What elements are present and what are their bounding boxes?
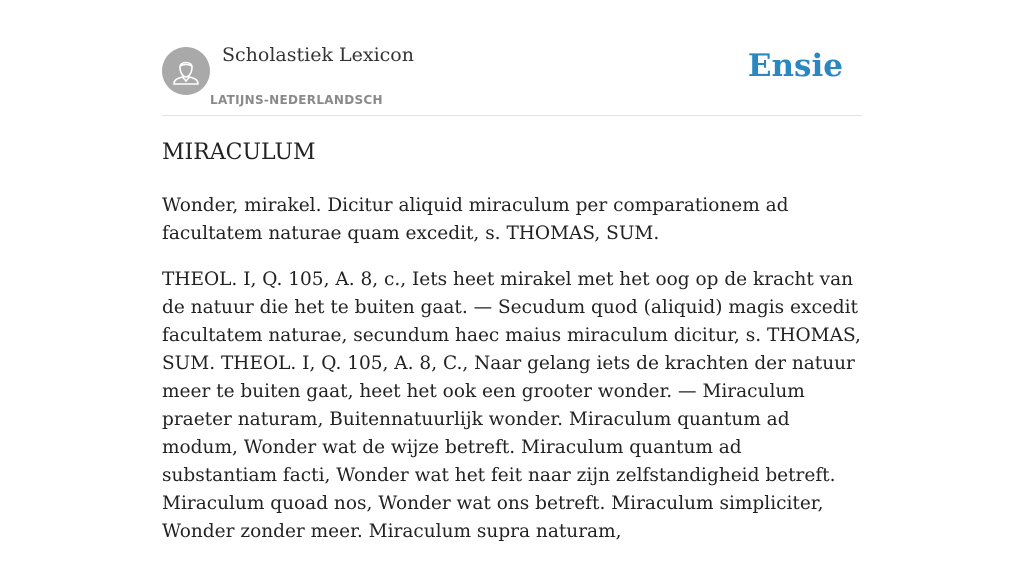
entry-paragraph: THEOL. I, Q. 105, A. 8, c., Iets heet mirakel met het oog op de kracht van de natuur die het te buiten gaat. — Secudum quod (aliquid) magis excedit facultatem naturae, secundum haec maius miraculum dicitur, s. THOMAS, SUM. THEOL. I, Q. 105, A. 8, C., Naar gelang iets de krachten der natuur meer te buiten gaat, heet het ook een grooter wonder. — Miraculum praeter naturam, Buitennatuurlijk wonder. Miraculum quantum ad modum, Wonder wat de wijze betreft. Miraculum quantum ad substantiam facti, Wonder wat het feit naar zijn zelfstandigheid betreft. Miraculum quoad nos, Wonder wat ons betreft. Miraculum simpliciter, Wonder zonder meer. Miraculum supra naturam, <box>162 269 861 542</box>
ensie-logo-link[interactable]: Ensie <box>747 48 843 84</box>
entry-paragraph: Wonder, mirakel. Dicitur aliquid miraculum per comparationem ad facultatem naturae quam excedit, s. THOMAS, SUM. <box>162 195 789 244</box>
avatar[interactable] <box>162 47 210 95</box>
entry-body <box>162 192 862 564</box>
source-subtitle: LATIJNS-NEDERLANDSCH <box>210 93 383 107</box>
user-icon <box>162 47 210 95</box>
entry-title: MIRACULUM <box>162 140 316 165</box>
source-title[interactable]: Scholastiek Lexicon <box>222 44 414 66</box>
header <box>162 40 862 116</box>
